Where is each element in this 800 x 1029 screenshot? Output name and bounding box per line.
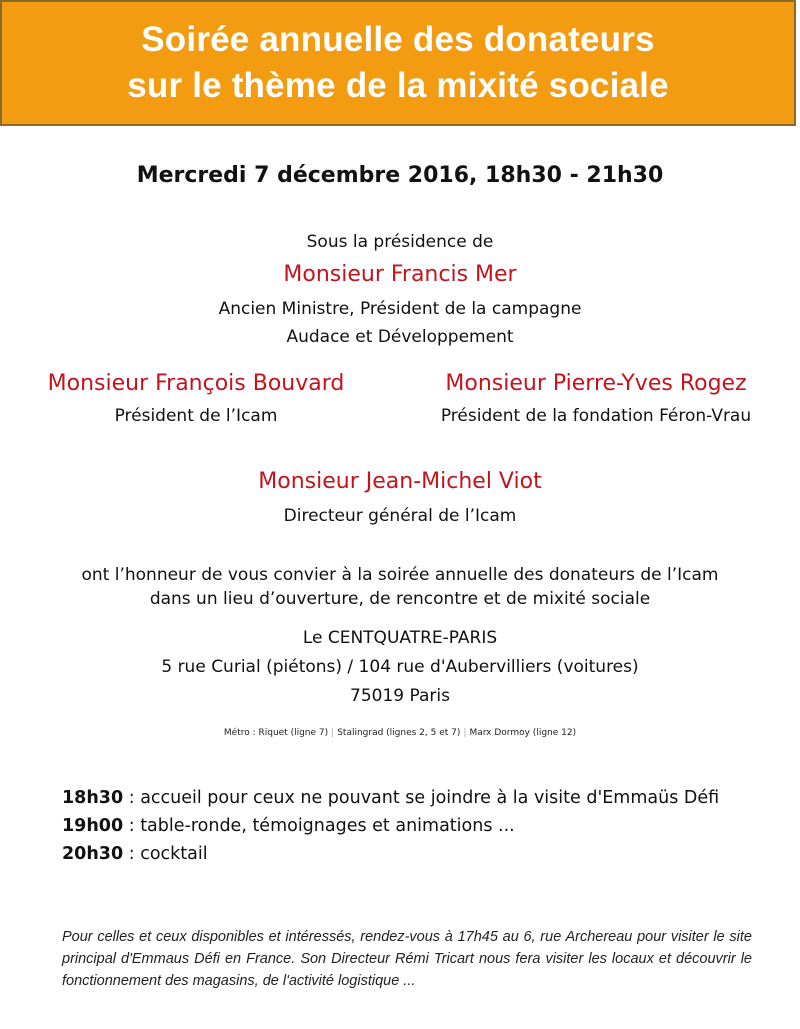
host-name-2: Monsieur Pierre-Yves Rogez <box>445 371 747 396</box>
metro-station-3: Marx Dormoy (ligne 12) <box>469 728 577 738</box>
title-line-1: Soirée annuelle des donateurs <box>141 20 655 59</box>
host-role-2: Président de la fondation Féron-Vrau <box>440 406 752 426</box>
main-president-name: Monsieur Francis Mer <box>283 262 517 287</box>
title-line-2: sur le thème de la mixité sociale <box>127 66 669 105</box>
metro-station-1: Métro : Riquet (ligne 7) <box>223 728 329 738</box>
main-president-role-1: Ancien Ministre, Président de la campagne <box>218 299 582 319</box>
program-item-1 <box>62 788 719 808</box>
header-banner <box>0 0 796 126</box>
presidency-intro: Sous la présidence de <box>306 232 494 252</box>
visit-note: Pour celles et ceux disponibles et intéressés, rendez-vous à 17h45 au 6, rue Archereau pour visiter le site principal d'Emmaus Défi en France. Son Directeur Rémi Tricart nous fera visiter les locaux et découvrir le fonctionnement des magasins, de l'activité logistique ... <box>62 929 752 989</box>
program-text-1: : accueil pour ceux ne pouvant se joindre à la visite d'Emmaüs Défi <box>123 788 720 808</box>
metro-station-2: Stalingrad (lignes 2, 5 et 7) <box>337 728 461 738</box>
host-role-1: Président de l’Icam <box>114 406 278 426</box>
venue-city: 75019 Paris <box>350 686 450 706</box>
program-time-1: 18h30 <box>62 788 124 808</box>
program-time-2: 19h00 <box>62 816 124 836</box>
program-item-2 <box>62 816 515 836</box>
program-item-3 <box>62 844 208 864</box>
event-date: Mercredi 7 décembre 2016, 18h30 - 21h30 <box>136 163 664 188</box>
invitation-line-1: ont l’honneur de vous convier à la soirée annuelle des donateurs de l’Icam <box>81 565 719 585</box>
director-name: Monsieur Jean-Michel Viot <box>258 469 542 494</box>
metro-info: Métro : Riquet (ligne 7) | Stalingrad (lignes 2, 5 et 7) | Marx Dormoy (ligne 12) <box>223 728 577 738</box>
director-role: Directeur général de l’Icam <box>283 506 517 526</box>
invitation-line-2: dans un lieu d’ouverture, de rencontre et de mixité sociale <box>149 589 651 609</box>
venue-address: 5 rue Curial (piétons) / 104 rue d'Aubervilliers (voitures) <box>161 657 639 677</box>
host-name-1: Monsieur François Bouvard <box>47 371 345 396</box>
program-time-3: 20h30 <box>62 844 124 864</box>
program-text-3: : cocktail <box>123 844 208 864</box>
venue-name: Le CENTQUATRE-PARIS <box>302 628 498 648</box>
main-president-role-2: Audace et Développement <box>286 327 514 347</box>
program-text-2: : table-ronde, témoignages et animations ... <box>123 816 515 836</box>
